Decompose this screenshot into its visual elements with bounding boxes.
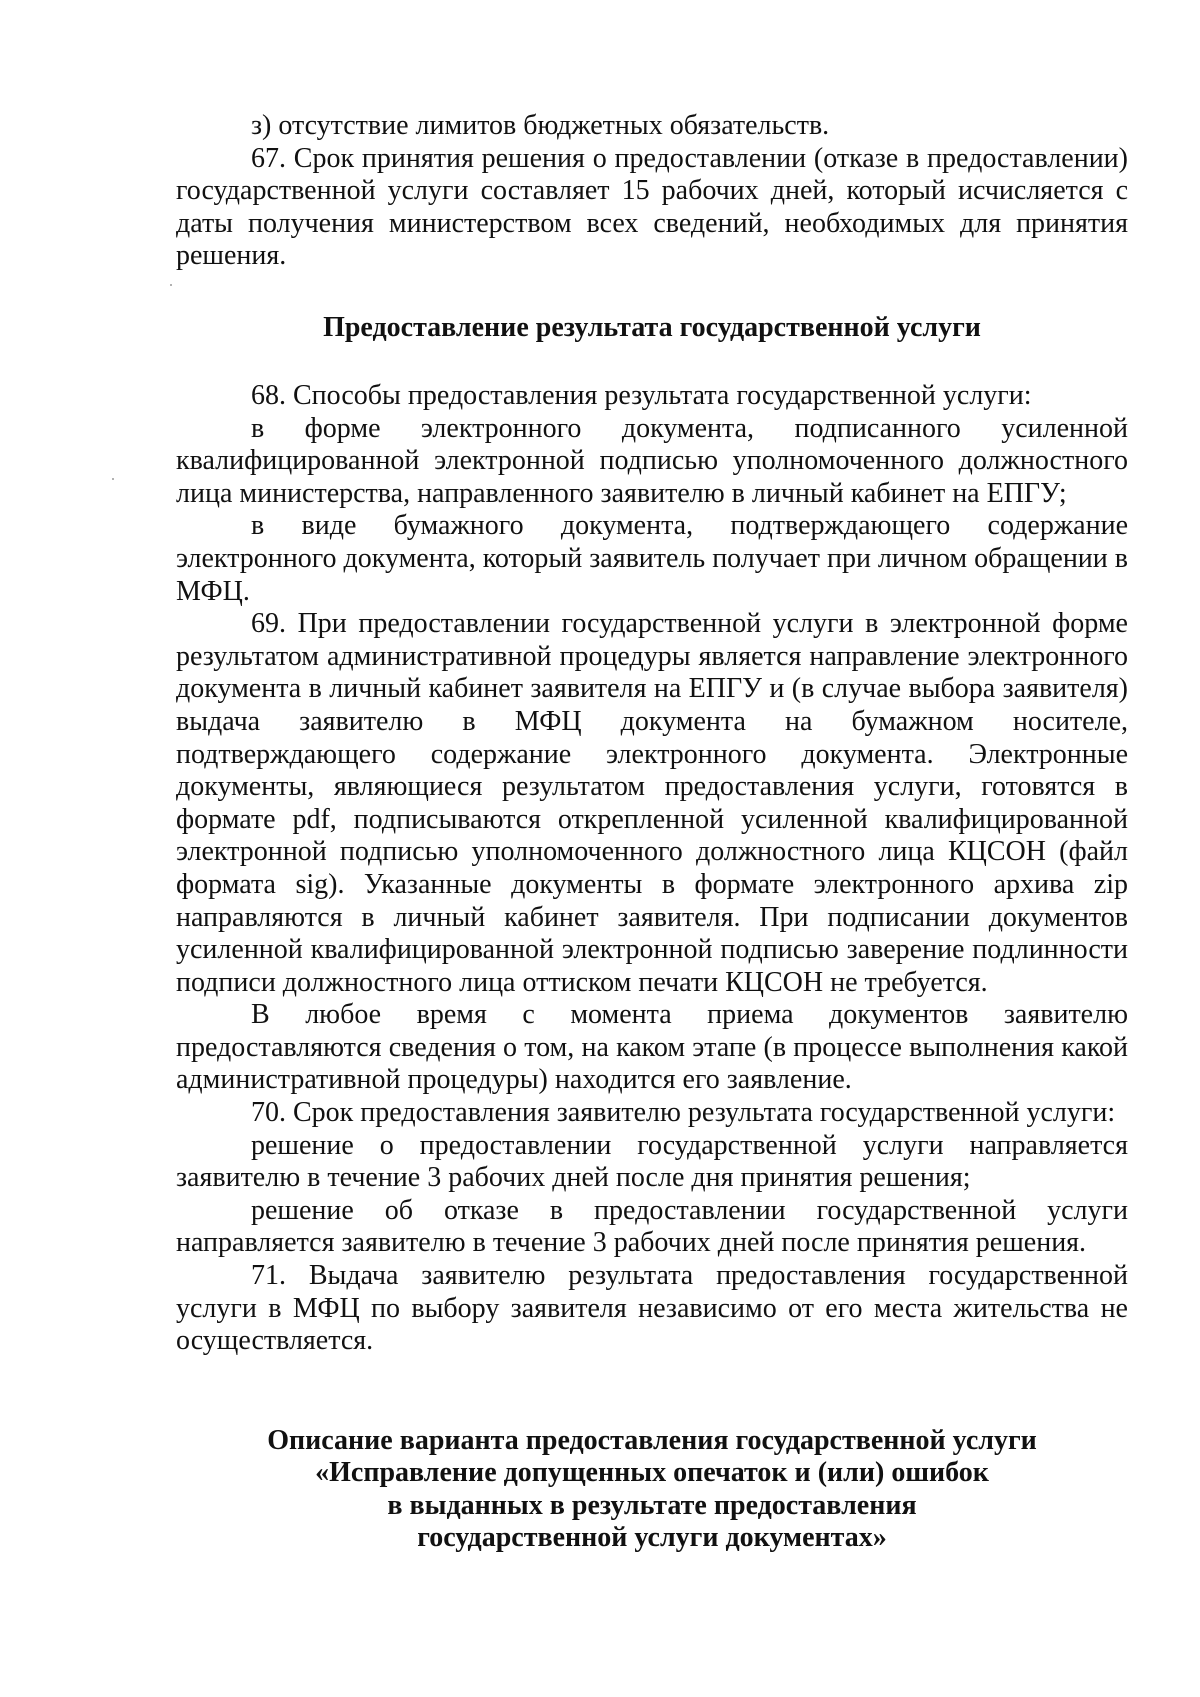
section-title-variant xyxy=(176,1425,1128,1555)
top-text-block xyxy=(176,110,1128,273)
paragraph-70-approval: решение о предоставлении государственной услуги направляется заявителю в течение 3 рабочих дней после дня принятия решения; xyxy=(176,1129,1128,1194)
section-title-line: государственной услуги документах» xyxy=(417,1522,887,1554)
paragraph-69: 69. При предоставлении государственной услуги в электронной форме результатом административной процедуры является направление электронного документа в личный кабинет заявителя на ЕПГУ и (в случае выбора заявителя) выдача заявителю в МФЦ документа на бумажном носителе, подтверждающего содержание электронного документа. Электронные документы, являющиеся результатом предоставления услуги, готовятся в формате pdf, подписываются открепленной усиленной квалифицированной электронной подписью уполномоченного должностного лица КЦСОН (файл формата sig). Указанные документы в формате электронного архива zip направляются в личный кабинет заявителя. При подписании документов усиленной квалифицированной электронной подписью заверение подлинности подписи должностного лица оттиском печати КЦСОН не требуется. xyxy=(176,608,1128,998)
paragraph-69-status: В любое время с момента приема документов заявителю предоставляются сведения о том, на каком этапе (в процессе выполнения какой административной процедуры) находится его заявление. xyxy=(176,999,1128,1096)
paragraph-item-z: з) отсутствие лимитов бюджетных обязательств. xyxy=(251,110,830,141)
section-title-line: в выданных в результате предоставления xyxy=(387,1489,917,1521)
paragraph-70-refusal: решение об отказе в предоставлении государственной услуги направляется заявителю в течение 3 рабочих дней после принятия решения. xyxy=(176,1194,1128,1259)
paragraph-71: 71. Выдача заявителю результата предоставления государственной услуги в МФЦ по выбору заявителя независимо от его места жительства не осуществляется. xyxy=(176,1260,1128,1357)
section-title-line: «Исправление допущенных опечаток и (или) ошибок xyxy=(315,1457,989,1489)
scan-speck xyxy=(112,478,114,480)
section-result-body xyxy=(176,380,1128,1358)
scan-speck xyxy=(170,284,172,286)
paragraph-70: 70. Срок предоставления заявителю результата государственной услуги: xyxy=(251,1097,1116,1129)
paragraph-68-electronic: в форме электронного документа, подписанного усиленной квалифицированной электронной подписью уполномоченного должностного лица министерства, направленного заявителю в личный кабинет на ЕПГУ; xyxy=(176,412,1128,509)
section-title-result: Предоставление результата государственной услуги xyxy=(323,312,981,343)
section-title-line: Описание варианта предоставления государственной услуги xyxy=(267,1425,1037,1456)
paragraph-67: 67. Срок принятия решения о предоставлении (отказе в предоставлении) государственной услуги составляет 15 рабочих дней, который исчисляется с даты получения министерством всех сведений, необходимых для принятия решения. xyxy=(176,142,1128,272)
paragraph-68-paper: в виде бумажного документа, подтверждающего содержание электронного документа, который заявитель получает при личном обращении в МФЦ. xyxy=(176,510,1128,607)
paragraph-68: 68. Способы предоставления результата государственной услуги: xyxy=(251,380,1032,411)
